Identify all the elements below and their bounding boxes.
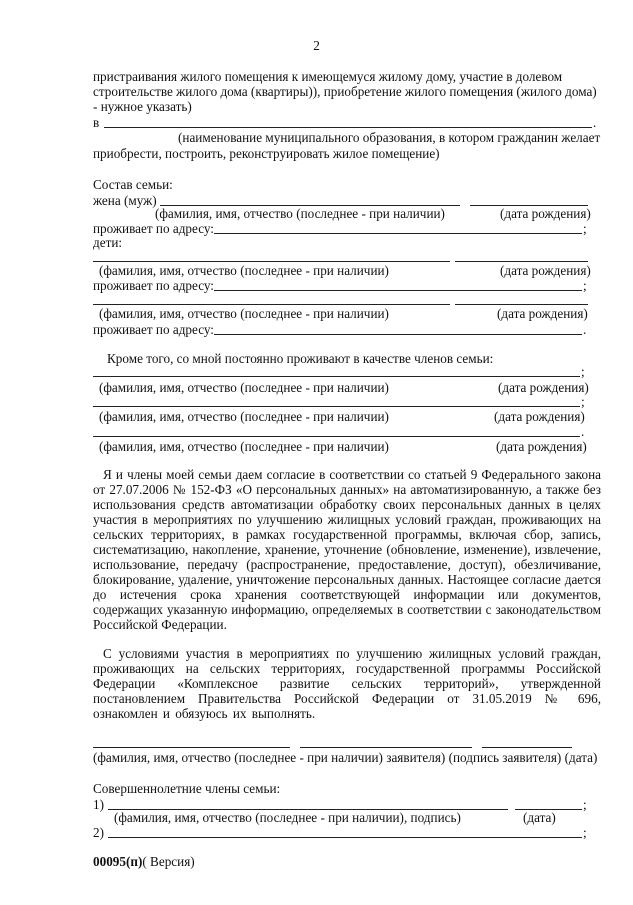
child1-address-label: проживает по адресу: xyxy=(93,278,214,293)
municipality-hint-line2: приобрести, построить, реконструировать жилое помещение) xyxy=(93,146,440,161)
spouse-address-field[interactable] xyxy=(214,233,582,234)
member1-dob-hint: (дата рождения) xyxy=(498,380,589,395)
child1-fio-hint: (фамилия, имя, отчество (последнее - при наличии) xyxy=(99,263,389,278)
intro-paragraph: пристраивания жилого помещения к имеющемуся жилому дому, участие в долевом строительстве жилого дома (квартиры)), приобретение жилого помещения (жилого дома) - нужное указать) xyxy=(93,69,597,114)
adult-members-heading: Совершеннолетние члены семьи: xyxy=(93,781,281,796)
form-code: 00095(п) xyxy=(93,854,143,869)
member3-fio-hint: (фамилия, имя, отчество (последнее - при наличии) xyxy=(99,439,389,454)
child2-fio-field[interactable] xyxy=(93,304,450,305)
adult2-end: ; xyxy=(583,825,587,840)
member2-end: ; xyxy=(581,394,585,409)
adult1-date-hint: (дата) xyxy=(523,810,556,825)
applicant-date-field[interactable] xyxy=(482,747,572,748)
in-prefix: в xyxy=(93,115,100,130)
child2-dob-hint: (дата рождения) xyxy=(497,306,588,321)
member3-end: . xyxy=(581,424,585,439)
applicant-fio-field[interactable] xyxy=(93,747,290,748)
member1-end: ; xyxy=(581,364,585,379)
adult1-hint: (фамилия, имя, отчество (последнее - при наличии), подпись) xyxy=(114,810,461,825)
child2-fio-hint: (фамилия, имя, отчество (последнее - при наличии) xyxy=(99,306,389,321)
spouse-fio-hint: (фамилия, имя, отчество (последнее - при наличии) xyxy=(155,206,445,221)
children-label: дети: xyxy=(93,235,123,250)
member3-dob-hint: (дата рождения) xyxy=(496,439,587,454)
adult2-number: 2) xyxy=(93,825,104,840)
signature-hint: (фамилия, имя, отчество (последнее - при наличии) заявителя) (подпись заявителя) (дата) xyxy=(93,750,598,765)
child2-address-field[interactable] xyxy=(214,334,582,335)
child2-address-end: . xyxy=(583,322,587,337)
spouse-address-label: проживает по адресу: xyxy=(93,221,214,236)
family-heading: Состав семьи: xyxy=(93,177,173,192)
adult2-fio-field[interactable] xyxy=(108,837,582,838)
child1-fio-field[interactable] xyxy=(93,261,450,262)
member2-dob-hint: (дата рождения) xyxy=(494,409,585,424)
spouse-address-end: ; xyxy=(583,221,587,236)
child1-address-field[interactable] xyxy=(214,290,582,291)
child1-dob-hint: (дата рождения) xyxy=(500,263,591,278)
page-number: 2 xyxy=(313,38,320,53)
municipality-field[interactable] xyxy=(104,127,592,128)
member2-fio-hint: (фамилия, имя, отчество (последнее - при наличии) xyxy=(99,409,389,424)
adult1-end: ; xyxy=(583,797,587,812)
consent-paragraph: Я и члены моей семьи даем согласие в соответствии со статьей 9 Федерального закона от 27.07.2006 № 152-ФЗ «О персональных данных» на автоматизированную, а также без использования средств автоматизации обработку своих персональных данных в целях участия в мероприятиях по улучшению жилищных условий граждан, проживающих на сельских территориях, в рамках государственной программы, включая сбор, запись, систематизацию, накопление, хранение, уточнение (обновление, изменение), извлечение, использование, передачу (распространение, предоставление, доступ), обезличивание, блокирование, удаление, уничтожение персональных данных. Настоящее согласие дается до истечения срока хранения соответствующей информации или документов, содержащих указанную информацию, определяемых в соответствии с законодательством Российской Федерации. xyxy=(93,467,601,632)
member3-field[interactable] xyxy=(93,436,580,437)
member2-field[interactable] xyxy=(93,406,580,407)
child1-dob-field[interactable] xyxy=(455,261,588,262)
form-version: ( Версия) xyxy=(142,854,195,869)
municipality-hint-line1: (наименование муниципального образования, в котором гражданин желает xyxy=(178,130,601,145)
municipality-end: . xyxy=(593,115,597,130)
form-code-line xyxy=(93,854,195,869)
spouse-dob-hint: (дата рождения) xyxy=(500,206,591,221)
child2-dob-field[interactable] xyxy=(455,304,588,305)
spouse-label: жена (муж) xyxy=(93,193,157,208)
child2-address-label: проживает по адресу: xyxy=(93,322,214,337)
also-living-text: Кроме того, со мной постоянно проживают в качестве членов семьи: xyxy=(107,351,494,366)
conditions-paragraph: С условиями участия в мероприятиях по улучшению жилищных условий граждан, проживающих на сельских территориях, государственной программы Российской Федерации «Комплексное развитие сельских территорий», утвержденной постановлением Правительства Российской Федерации от 31.05.2019 № 696, ознакомлен и обязуюсь их выполнять. xyxy=(93,646,601,721)
child1-address-end: ; xyxy=(583,278,587,293)
adult1-number: 1) xyxy=(93,797,104,812)
member1-fio-hint: (фамилия, имя, отчество (последнее - при наличии) xyxy=(99,380,389,395)
applicant-signature-field[interactable] xyxy=(300,747,472,748)
member1-field[interactable] xyxy=(93,376,580,377)
